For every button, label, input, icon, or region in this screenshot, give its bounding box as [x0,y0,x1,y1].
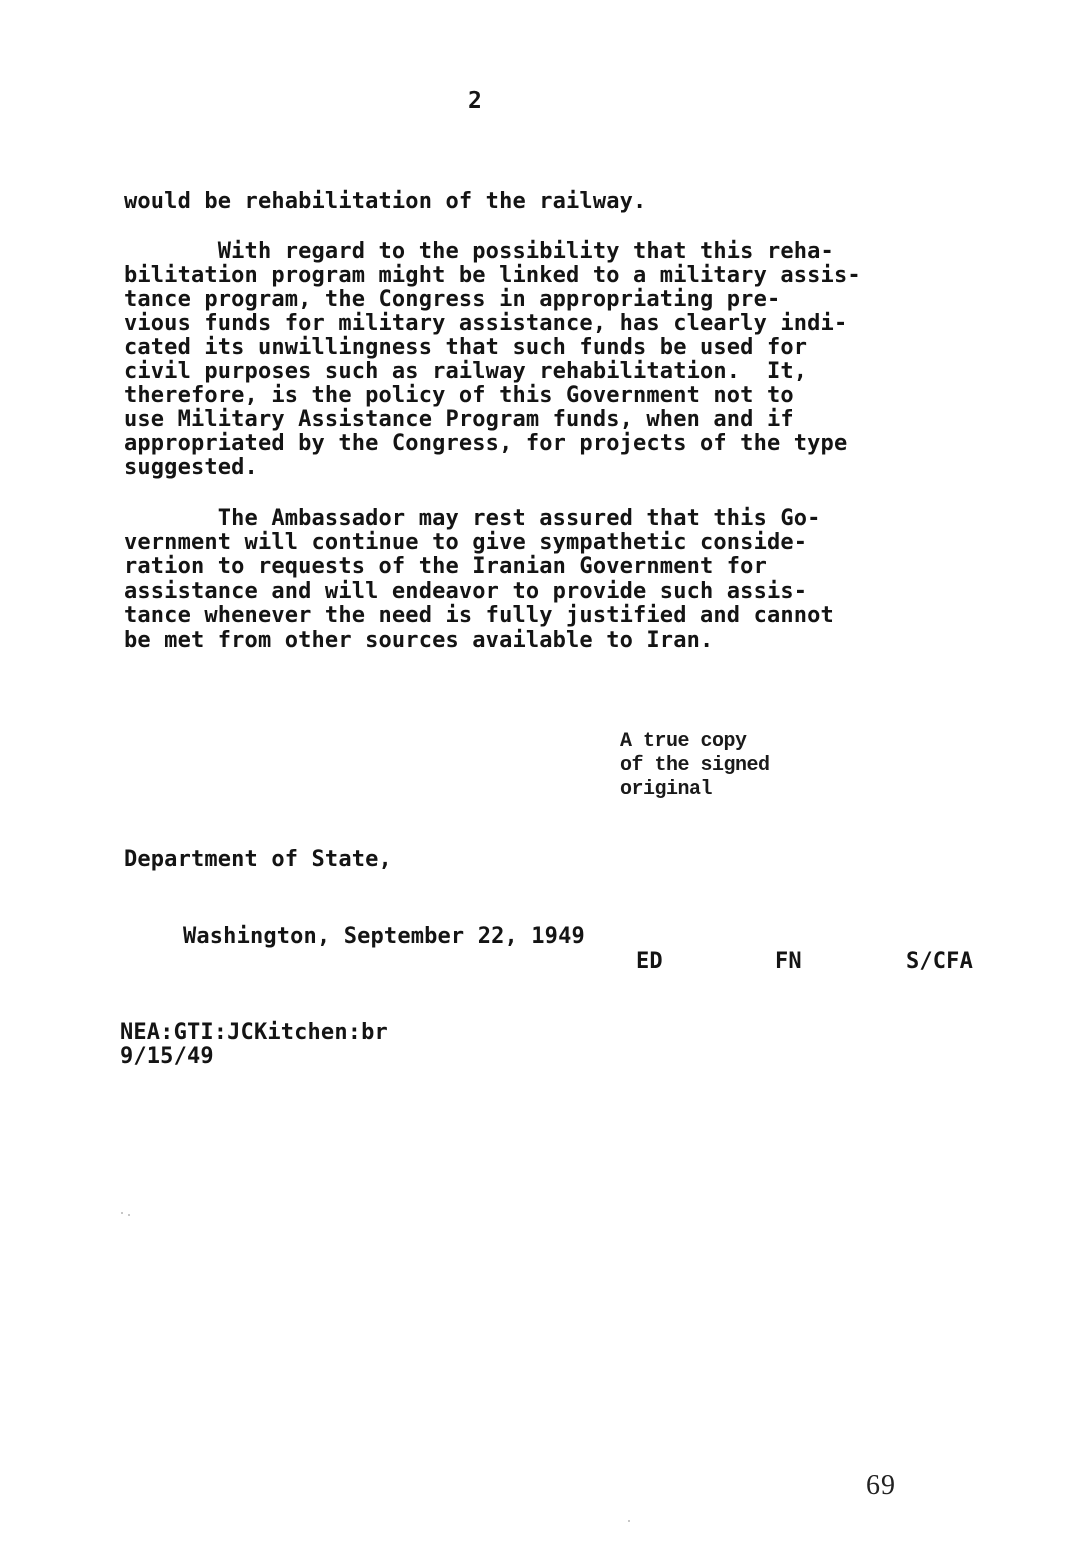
paragraph-line: tance whenever the need is fully justified and cannot [124,603,834,628]
code-fn: FN [775,949,802,974]
paragraph-line: civil purposes such as railway rehabilitation. It, [124,359,808,384]
paragraph-line: assistance and will endeavor to provide such assis- [124,579,808,604]
page-number: 2 [468,88,483,114]
date-line: Washington, September 22, 1949 [183,924,585,949]
code-scfa: S/CFA [906,949,973,974]
paragraph-line: tance program, the Congress in appropriating pre- [124,287,781,312]
paragraph-line: vernment will continue to give sympathetic conside- [124,530,808,555]
draft-date: 9/15/49 [120,1044,214,1069]
paragraph-line: vious funds for military assistance, has clearly indi- [124,311,848,336]
paragraph-line: cated its unwillingness that such funds be used for [124,335,808,360]
scan-speck [121,1212,123,1214]
paragraph-line: be met from other sources available to Iran. [124,628,714,653]
department-line: Department of State, [124,847,392,872]
scan-speck [628,1520,630,1522]
paragraph-line: The Ambassador may rest assured that this Go- [124,506,821,531]
paragraph-line: use Military Assistance Program funds, when and if [124,407,794,432]
paragraph-line: appropriated by the Congress, for projects of the type [124,431,848,456]
stamp-line: A true copy [620,730,747,753]
archive-page-number: 69 [866,1470,896,1501]
paragraph-line: ration to requests of the Iranian Government for [124,554,767,579]
opening-line: would be rehabilitation of the railway. [124,189,647,214]
paragraph-line: suggested. [124,455,258,480]
paragraph-line: therefore, is the policy of this Government not to [124,383,794,408]
stamp-line: of the signed [620,754,770,777]
drafter-initials: NEA:GTI:JCKitchen:br [120,1020,388,1045]
paragraph-line: With regard to the possibility that this reha- [124,239,834,264]
paragraph-line: bilitation program might be linked to a military assis- [124,263,861,288]
stamp-line: original [620,778,713,801]
code-ed: ED [636,949,663,974]
scan-speck [128,1214,130,1216]
